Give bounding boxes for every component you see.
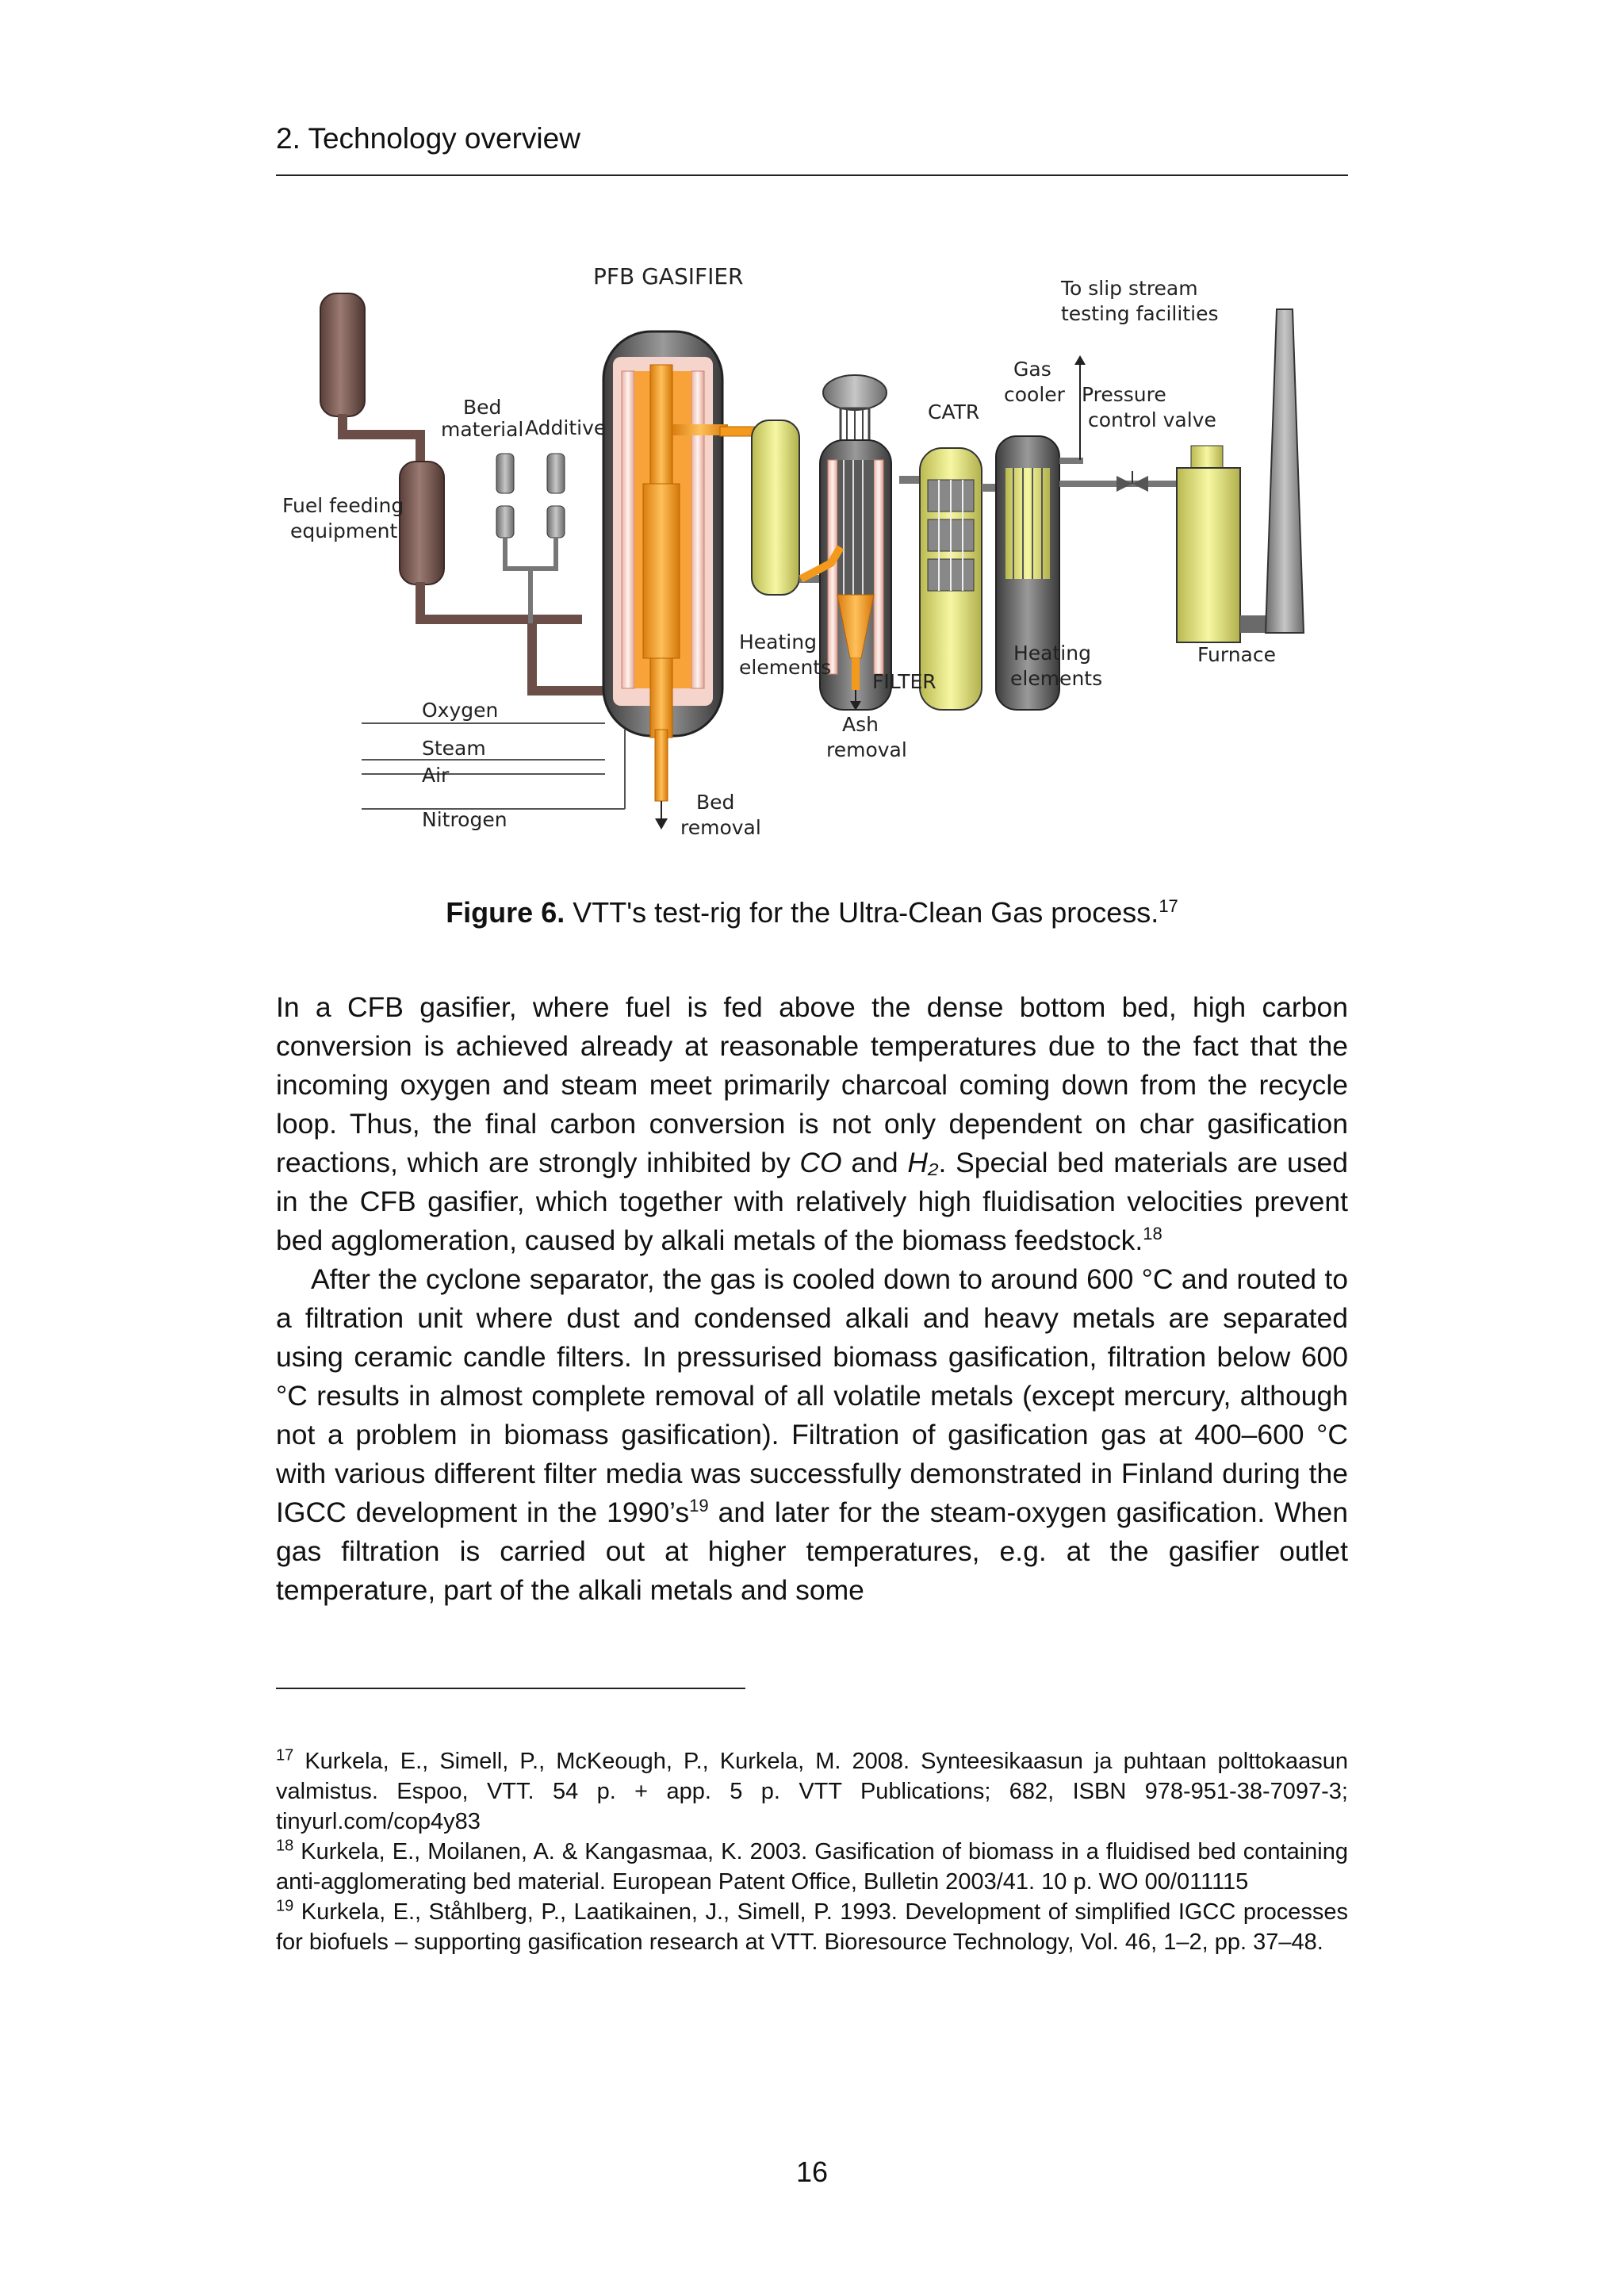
gas-supply-lines <box>362 723 625 809</box>
paragraph-2 <box>276 1260 1348 1610</box>
footnote-num: 18 <box>276 1837 294 1855</box>
label-heating-right-2: elements <box>1010 667 1103 690</box>
paragraph-2-part-b: and later for the steam-oxygen gasification. When gas filtration is carried out at higher temperatures, e.g. at the gasifier outlet temperature, part of the alkali metals and some <box>276 1496 1349 1606</box>
footnote-text: Kurkela, E., Simell, P., McKeough, P., Kurkela, M. 2008. Synteesikaasun ja puhtaan polttokaasun valmistus. Espoo, VTT. 54 p. + app. 5 p. VTT Publications; 682, ISBN 978-951-38-7097-3; tinyurl.com/cop4y83 <box>276 1749 1348 1834</box>
footnote-text: Kurkela, E., Moilanen, A. & Kangasmaa, K. 2003. Gasification of biomass in a fluidised bed containing anti-agglomerating bed material. European Patent Office, Bulletin 2003/41. 10 p. WO 00/011115 <box>276 1839 1348 1895</box>
footnote-text: Kurkela, E., Ståhlberg, P., Laatikainen, J., Simell, P. 1993. Development of simplified IGCC processes for biofuels – supporting gasification research at VTT. Bioresource Technology, Vol. 46, 1–2, pp. 37–48. <box>276 1899 1348 1955</box>
figure-caption-label: Figure 6. <box>446 896 565 929</box>
furnace <box>1177 309 1304 642</box>
label-bed-material-2: material <box>441 418 524 441</box>
process-diagram-svg <box>276 246 1348 864</box>
label-oxygen: Oxygen <box>422 699 499 722</box>
label-filter: FILTER <box>872 670 936 693</box>
label-additive: Additive <box>525 416 607 439</box>
label-slip-stream-2: testing facilities <box>1061 302 1219 325</box>
figure-caption-ref: 17 <box>1159 896 1178 916</box>
footnotes <box>276 1746 1348 1957</box>
label-ash-1: Ash <box>842 713 879 736</box>
gasifier-outlet-pipe <box>672 424 756 436</box>
label-nitrogen: Nitrogen <box>422 808 508 831</box>
paragraph-1-part-b: . Special bed materials are used in the CFB gasifier, which together with relatively high fluidisation velocities prevent bed agglomeration, caused by alkali metals of the biomass feedstock. <box>276 1147 1348 1256</box>
header-rule <box>276 174 1348 176</box>
paragraph-1 <box>276 988 1348 1260</box>
label-pressure-1: Pressure <box>1082 383 1166 406</box>
footnote-ref-19: 19 <box>689 1496 709 1516</box>
label-furnace: Furnace <box>1197 643 1276 666</box>
label-bed-material-1: Bed <box>463 396 502 419</box>
formula-h2: H₂ <box>907 1147 939 1178</box>
footnote-num: 19 <box>276 1897 294 1915</box>
footnote-ref-18: 18 <box>1143 1224 1162 1244</box>
additive-vessels <box>496 454 565 623</box>
label-air: Air <box>422 764 450 787</box>
label-fuel-2: equipment <box>290 519 398 542</box>
label-steam: Steam <box>422 737 486 760</box>
label-ash-2: removal <box>826 738 907 761</box>
label-bed-removal-1: Bed <box>696 791 735 814</box>
figure-caption-text: VTT's test-rig for the Ultra-Clean Gas process. <box>565 896 1159 929</box>
label-gas-cooler-1: Gas <box>1013 358 1051 381</box>
label-pfb-gasifier: PFB GASIFIER <box>593 263 744 289</box>
page-number: 16 <box>795 2155 829 2188</box>
formula-co: CO <box>799 1147 842 1178</box>
paragraph-1-and: and <box>841 1147 908 1178</box>
footnote-18 <box>276 1837 1348 1897</box>
figure-caption <box>276 895 1348 931</box>
footnote-17 <box>276 1746 1348 1837</box>
label-heating-left-2: elements <box>739 656 832 679</box>
label-gas-cooler-2: cooler <box>1004 383 1065 406</box>
label-catr: CATR <box>928 400 980 423</box>
pfb-gasifier <box>603 331 722 830</box>
footnote-19 <box>276 1897 1348 1957</box>
paragraph-2-part-a: After the cyclone separator, the gas is cooled down to around 600 °C and routed to a filtration unit where dust and condensed alkali and heavy metals are separated using ceramic candle filters. In pressurised biomass gasification, filtration below 600 °C results in almost complete removal of all volatile metals (except mercury, although not a problem in biomass gasification). Filtration of gasification gas at 400–600 °C with various different filter media was successfully demonstrated in Finland during the IGCC development in the 1990’s <box>276 1263 1348 1528</box>
label-slip-stream-1: To slip stream <box>1061 277 1198 300</box>
label-pressure-2: control valve <box>1088 408 1216 431</box>
figure-diagram <box>276 246 1348 864</box>
label-fuel-1: Fuel feeding <box>282 494 404 517</box>
label-heating-left-1: Heating <box>739 630 817 653</box>
label-bed-removal-2: removal <box>680 816 761 839</box>
label-heating-right-1: Heating <box>1013 642 1091 665</box>
body-text <box>276 988 1348 1610</box>
footnote-num: 17 <box>276 1746 294 1765</box>
paragraph-1-part-a: In a CFB gasifier, where fuel is fed above the dense bottom bed, high carbon conversion is achieved already at reasonable temperatures due to the fact that the incoming oxygen and steam meet primarily charcoal coming down from the recycle loop. Thus, the final carbon conversion is not only dependent on char gasification reactions, which are strongly inhibited by <box>276 991 1348 1178</box>
running-header: 2. Technology overview <box>276 122 580 155</box>
footnote-rule <box>276 1688 745 1689</box>
